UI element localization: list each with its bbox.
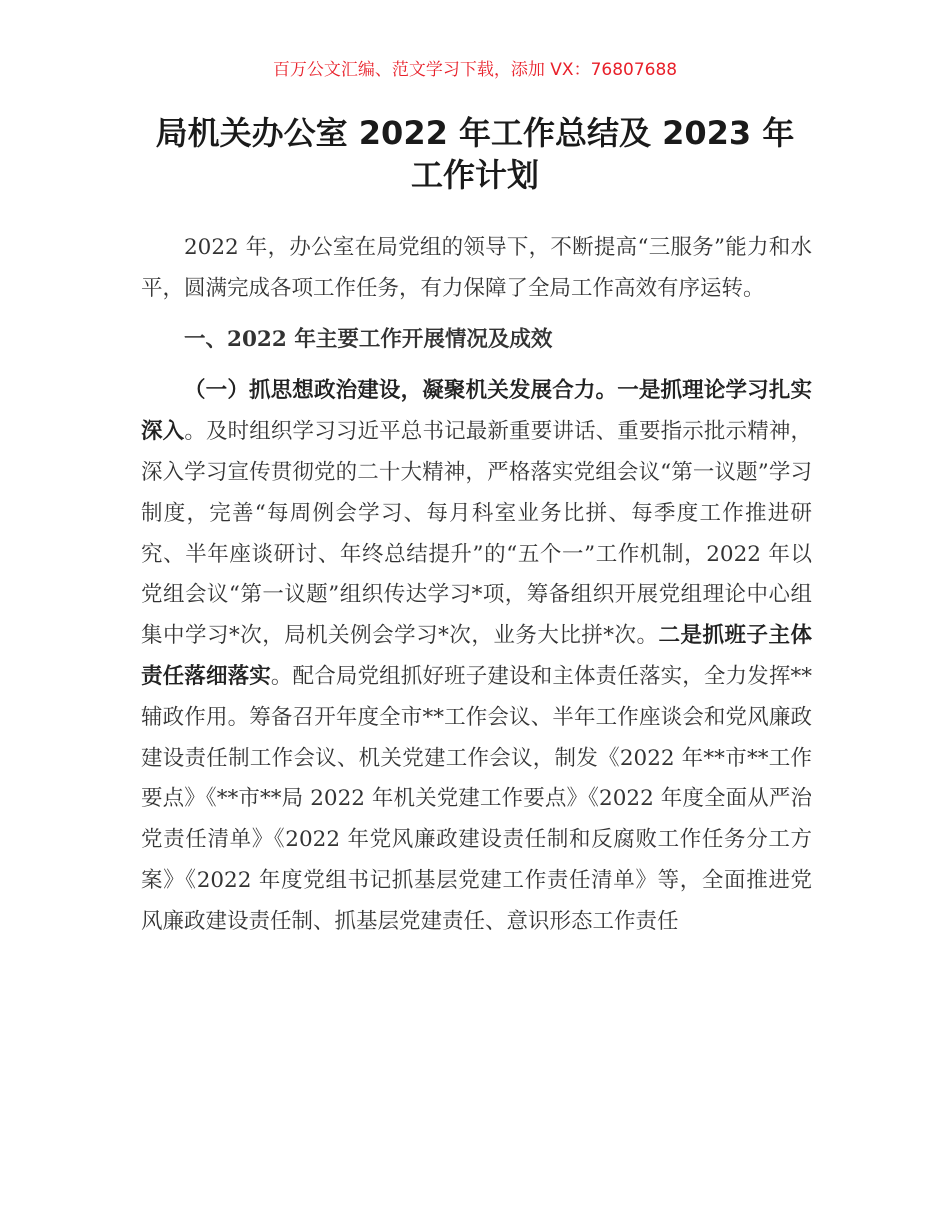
document-title: 局机关办公室 2022 年工作总结及 2023 年工作计划 (155, 114, 795, 194)
point-heading-1: 一是抓理论学习扎实深入 (141, 378, 812, 445)
point-heading-2: 二是抓班子主体责任落细落实 (141, 623, 812, 689)
subsection-heading: （一）抓思想政治建设，凝聚机关发展合力。 (184, 378, 618, 404)
document-body (141, 228, 812, 943)
point-text-2: 。配合局党组抓好班子建设和主体责任落实，全力发挥**辅政作用。筹备召开年度全市**工作会议、半年工作座谈会和党风廉政建设责任制工作会议、机关党建工作会议，制发《2022 年**市**工作要点》《**市**局 2022 年机关党建工作要点》《2022 年度全面从严治党责任清单》《2022 年党风廉政建设责任制和反腐败工作任务分工方案》《2022 年度党组书记抓基层党建工作责任清单》等，全面推进党风廉政建设责任制、抓基层党建责任、意识形态工作责任 (141, 663, 812, 934)
point-text-1: 。及时组织学习习近平总书记最新重要讲话、重要指示批示精神，深入学习宣传贯彻党的二十大精神，严格落实党组会议“第一议题”学习制度，完善“每周例会学习、每月科室业务比拼、每季度工作推进研究、半年座谈研讨、年终总结提升”的“五个一”工作机制，2022 年以党组会议“第一议题”组织传达学习*项，筹备组织开展党组理论中心组集中学习*次，局机关例会学习*次，业务大比拼*次。 (141, 419, 812, 649)
intro-paragraph: 2022 年，办公室在局党组的领导下，不断提高“三服务”能力和水平，圆满完成各项工作任务，有力保障了全局工作高效有序运转。 (141, 235, 812, 301)
section-heading: 一、2022 年主要工作开展情况及成效 (184, 327, 553, 353)
body-paragraph (141, 371, 812, 942)
watermark-banner: 百万公文汇编、范文学习下载，添加 VX：76807688 (272, 60, 678, 80)
